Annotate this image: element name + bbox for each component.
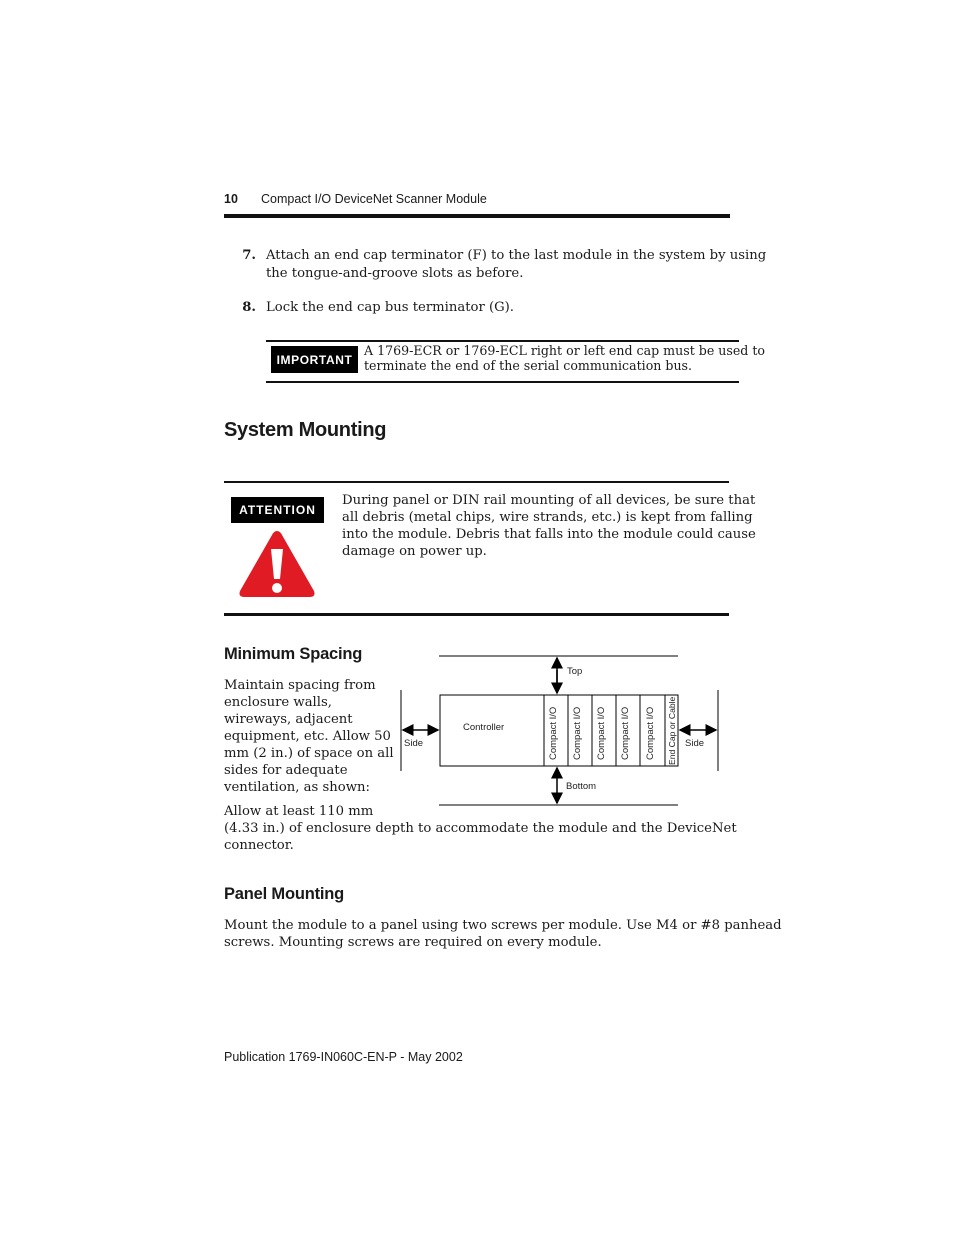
publication-footer: Publication 1769-IN060C-EN-P - May 2002 — [224, 1050, 463, 1064]
module-label: Compact I/O — [572, 706, 583, 760]
right-side-label: Side — [685, 738, 705, 749]
paragraph-line: enclosure walls, — [224, 695, 332, 710]
warning-exclamation-icon — [236, 527, 318, 605]
section-heading-system-mounting: System Mounting — [224, 419, 387, 441]
important-text — [364, 343, 766, 373]
paragraph-line: equipment, etc. Allow 50 — [224, 729, 391, 744]
attention-text — [342, 492, 756, 560]
paragraph-line: mm (2 in.) of space on all — [224, 746, 394, 761]
page-number: 10 — [224, 192, 238, 206]
step-8 — [224, 299, 734, 319]
attention-line: all debris (metal chips, wire strands, etc.) is kept from falling — [342, 510, 753, 525]
step-7 — [224, 247, 767, 287]
top-label: Top — [567, 666, 583, 677]
module-label: Compact I/O — [620, 706, 631, 760]
attention-line: damage on power up. — [342, 544, 487, 559]
running-title: Compact I/O DeviceNet Scanner Module — [261, 192, 487, 206]
step-text-line: Attach an end cap terminator (F) to the last module in the system by using — [266, 248, 767, 263]
attention-line: During panel or DIN rail mounting of all devices, be sure that — [342, 493, 756, 508]
step-number: 7. — [242, 248, 256, 263]
left-side-label: Side — [404, 738, 424, 749]
module-label: Compact I/O — [645, 706, 656, 760]
step-text-line: the tongue-and-groove slots as before. — [266, 266, 524, 281]
subheading-minimum-spacing: Minimum Spacing — [224, 645, 363, 663]
minimum-spacing-paragraph — [224, 677, 394, 796]
paragraph-line: Maintain spacing from — [224, 678, 376, 693]
enclosure-depth-paragraph — [224, 803, 737, 854]
paragraph-line: ventilation, as shown: — [224, 780, 370, 795]
paragraph-line: wireways, adjacent — [224, 712, 353, 727]
attention-bottom-rule — [224, 613, 729, 616]
panel-mounting-paragraph — [224, 917, 782, 951]
end-cap-label: End Cap or Cable — [667, 696, 677, 765]
paragraph-line: Mount the module to a panel using two screws per module. Use M4 or #8 panhead — [224, 918, 782, 933]
header-rule — [224, 214, 730, 218]
attention-badge: ATTENTION — [231, 497, 324, 523]
controller-label: Controller — [463, 722, 505, 733]
bottom-label: Bottom — [566, 781, 597, 792]
attention-line: into the module. Debris that falls into the module could cause — [342, 527, 756, 542]
module-label: Compact I/O — [548, 706, 559, 760]
important-bottom-rule — [266, 381, 739, 383]
important-badge: IMPORTANT — [271, 346, 358, 373]
paragraph-line: sides for adequate — [224, 763, 348, 778]
important-line: A 1769-ECR or 1769-ECL right or left end cap must be used to — [364, 343, 766, 358]
step-number: 8. — [242, 300, 256, 315]
step-text-line: Lock the end cap bus terminator (G). — [266, 300, 514, 315]
paragraph-line: (4.33 in.) of enclosure depth to accommodate the module and the DeviceNet — [224, 821, 737, 836]
module-label: Compact I/O — [596, 706, 607, 760]
minimum-spacing-diagram — [395, 650, 725, 810]
important-line: terminate the end of the serial communication bus. — [364, 357, 693, 373]
attention-top-rule — [224, 481, 729, 483]
paragraph-line: screws. Mounting screws are required on every module. — [224, 935, 602, 950]
paragraph-line: Allow at least 110 mm — [224, 804, 374, 819]
important-top-rule — [266, 340, 739, 342]
paragraph-line: connector. — [224, 838, 294, 853]
subheading-panel-mounting: Panel Mounting — [224, 885, 345, 903]
